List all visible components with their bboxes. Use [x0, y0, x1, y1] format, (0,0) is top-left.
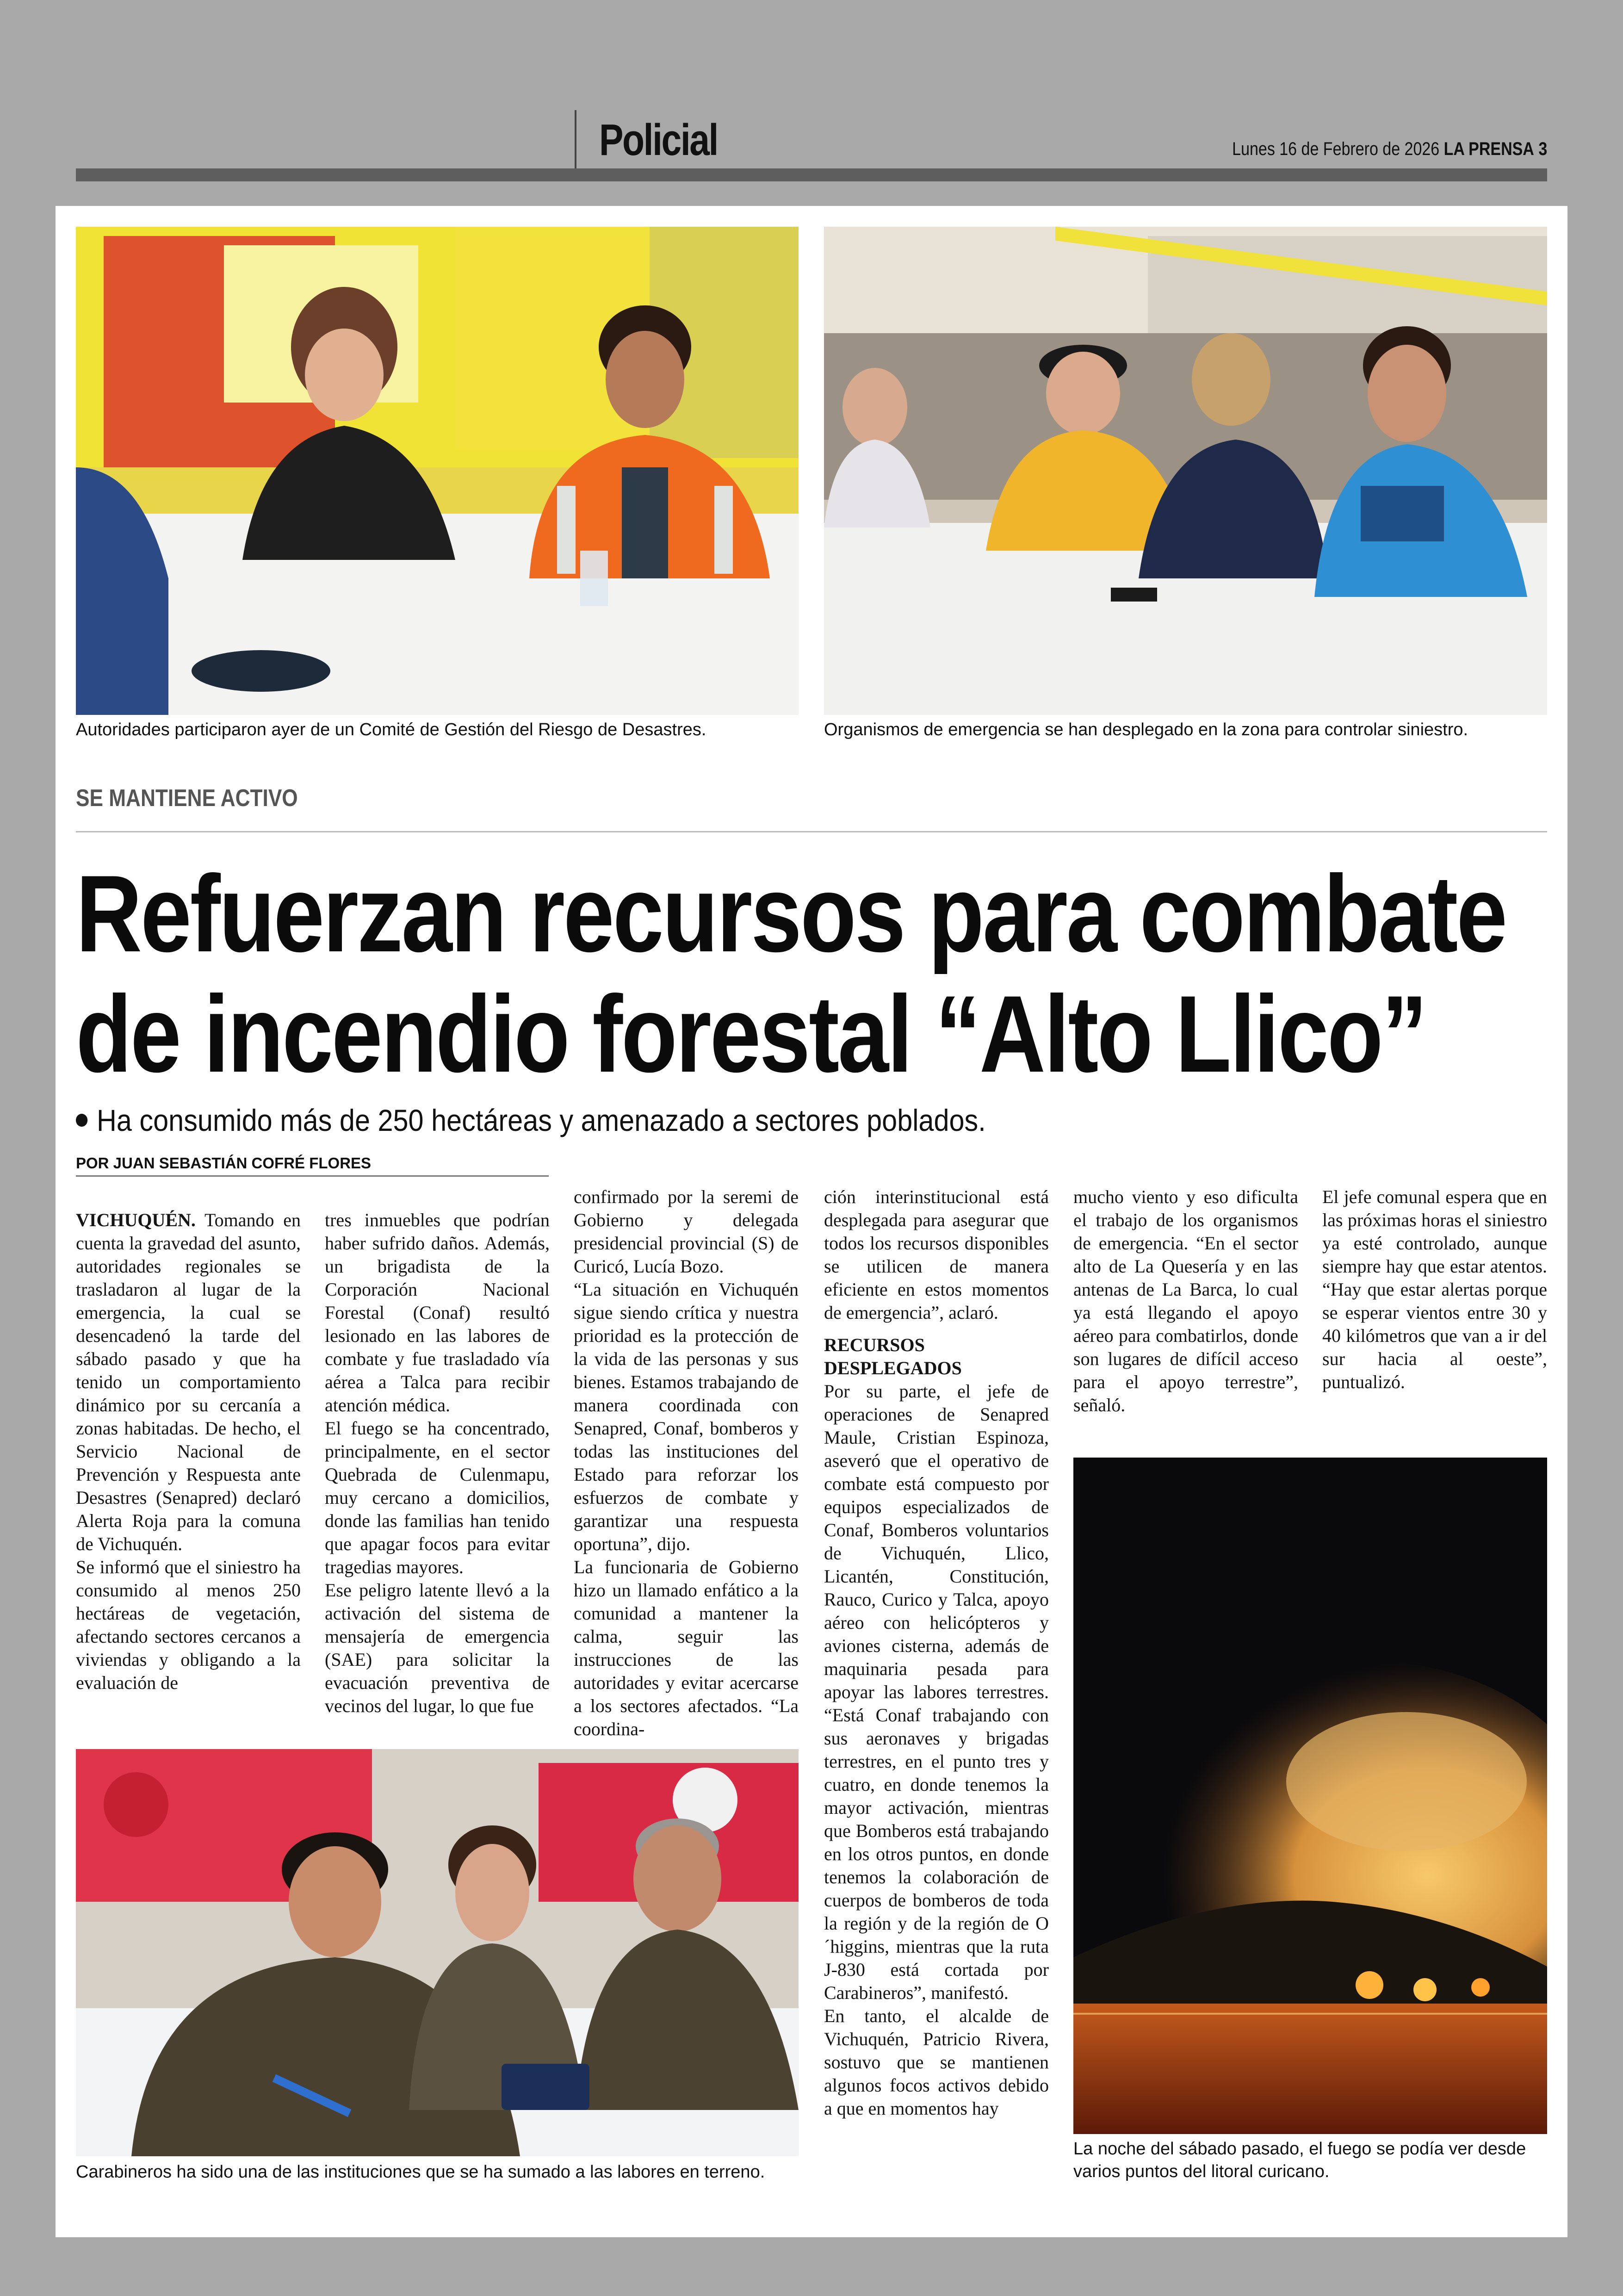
column-1-paragraph-2: Se informó que el siniestro ha consumido al menos 250 hectáreas de vegetación, afectando sectores cercanos a viviendas y obligando a la evaluación de [76, 1557, 301, 1693]
article-byline: POR JUAN SEBASTIÁN COFRÉ FLORES [76, 1154, 372, 1172]
column-4-paragraph-1: ción interinstitucional está desplegada para asegurar que todos los recursos disponibles se utilicen de manera eficiente en estos momentos de emergencia”, aclaró. [824, 1186, 1049, 1323]
dateline [1232, 139, 1547, 160]
article-column-3 [574, 1185, 799, 1741]
caption-bottom-right: La noche del sábado pasado, el fuego se podía ver desde varios puntos del litoral curicano. [1073, 2139, 1526, 2181]
headline-line-1: Refuerzan recursos para combate [76, 853, 1506, 975]
page-number: 3 [1538, 139, 1547, 159]
column-3-paragraph-3: La funcionaria de Gobierno hizo un llamado enfático a la comunidad a mantener la calma, seguir las instrucciones de las autoridades y evitar acercarse a los sectores afectados. “La coordina- [574, 1557, 799, 1739]
issue-date: Lunes 16 de Febrero de 2026 [1232, 139, 1439, 159]
column-3-paragraph-2: “La situación en Vichuquén sigue siendo crítica y nuestra prioridad es la protección de la vida de las personas y sus bienes. Estamos trabajando de manera coordinada con Senapred, Conaf, bomberos y todas las instituciones del Estado para reforzar los esfuerzos de combate y garantizar una respuesta oportuna”, dijo. [574, 1279, 799, 1554]
kicker-rule [76, 831, 1547, 832]
caption-top-right: Organismos de emergencia se han desplegado en la zona para controlar siniestro. [824, 720, 1468, 739]
carabineros-photo-illustration [76, 1749, 799, 2156]
caption-bottom-left: Carabineros ha sido una de las instituciones que se ha sumado a las labores en terreno. [76, 2162, 765, 2182]
photo-authorities-committee [76, 227, 799, 715]
column-4-subheading: RECURSOS DESPLEGADOS [824, 1334, 962, 1378]
photo-emergency-organizations [824, 227, 1547, 715]
article-column-6 [1322, 1185, 1547, 1394]
caption-top-left: Autoridades participaron ayer de un Comité de Gestión del Riesgo de Desastres. [76, 720, 706, 739]
article-deck [76, 1103, 986, 1138]
headline-line-2: de incendio forestal “Alto Llico” [76, 973, 1426, 1095]
article-column-5 [1073, 1185, 1298, 1417]
photo-night-fire [1073, 1458, 1547, 2134]
section-title: Policial [599, 115, 718, 165]
emergency-table-photo-illustration [824, 227, 1547, 715]
column-1-paragraph-1: Tomando en cuenta la gravedad del asunto, autoridades regionales se trasladaron al lugar de la emergencia, la cual se desencadenó la tarde del sábado pasado y que ha tenido un comportamiento dinámico por su cercanía a zonas habitadas. De hecho, el Servicio Nacional de Prevención y Respuesta ante Desastres (Senapred) declaró Alerta Roja para la comuna de Vichuquén. [76, 1210, 301, 1554]
header-rule [76, 168, 1547, 181]
bullet-icon [76, 1114, 87, 1127]
article-kicker: SE MANTIENE ACTIVO [76, 785, 298, 812]
deck-text: Ha consumido más de 250 hectáreas y amenazado a sectores poblados. [97, 1103, 986, 1137]
article-column-4 [824, 1185, 1049, 2120]
column-2-paragraph-3: Ese peligro latente llevó a la activación del sistema de mensajería de emergencia (SAE) para solicitar la evacuación preventiva de vecinos del lugar, lo que fue [325, 1580, 550, 1716]
column-3-paragraph-1: confirmado por la seremi de Gobierno y delegada presidencial provincial (S) de Curicó, Lucía Bozo. [574, 1186, 799, 1277]
byline-rule [76, 1175, 549, 1177]
article-headline [76, 854, 1514, 1094]
night-fire-photo-illustration [1073, 1458, 1547, 2134]
column-6-paragraph-1: El jefe comunal espera que en las próximas horas el siniestro ya esté controlado, aunque siempre hay que estar atentos. “Hay que estar alertas porque se esperar vientos entre 30 y 40 kilómetros que van a ir del sur hacia al oeste”, puntualizó. [1322, 1186, 1547, 1392]
column-2-paragraph-2: El fuego se ha concentrado, principalmente, en el sector Quebrada de Culenmapu, muy cercano a domicilios, donde las familias han tenido que apagar focos para evitar tragedias mayores. [325, 1418, 550, 1577]
column-4-paragraph-2: Por su parte, el jefe de operaciones de Senapred Maule, Cristian Espinoza, aseveró que el operativo de combate está compuesto por equipos especializados de Conaf, Bomberos voluntarios de Vichuquén, Llico, Licantén, Constitución, Rauco, Curico y Talca, apoyo aéreo con helicópteros y aviones cisterna, además de maquinaria pesada para apoyar las labores terrestres. “Está Conaf trabajando con sus aeronaves y brigadas terrestres, en el punto tres y cuatro, en donde tenemos la mayor activación, mientras que Bomberos está trabajando en los otros puntos, en donde tenemos la colaboración de cuerpos de bomberos de toda la región y de la región de O´higgins, mientras que la ruta J-830 está cortada por Carabineros”, manifestó. [824, 1381, 1049, 2003]
dateline-city: VICHUQUÉN. [76, 1210, 196, 1230]
header-divider [575, 110, 576, 169]
article-column-2 [325, 1209, 550, 1718]
publication-name: LA PRENSA [1443, 139, 1534, 159]
column-2-paragraph-1: tres inmuebles que podrían haber sufrido daños. Además, un brigadista de la Corporación Nacional Forestal (Conaf) resultó lesionado en las labores de combate y fue trasladado vía aérea a Talca para recibir atención médica. [325, 1210, 550, 1415]
column-4-paragraph-3: En tanto, el alcalde de Vichuquén, Patricio Rivera, sostuvo que se mantienen algunos focos activos debido a que en momentos hay [824, 2005, 1049, 2119]
column-5-paragraph-1: mucho viento y eso dificulta el trabajo de los organismos de emergencia. “En el sector alto de La Quesería y en las antenas de La Barca, lo cual ya está llegando el apoyo aéreo para combatirlos, donde son lugares de difícil acceso para el apoyo terrestre”, señaló. [1073, 1186, 1298, 1415]
photo-carabineros [76, 1749, 799, 2156]
article-column-1 [76, 1209, 301, 1694]
meeting-photo-illustration [76, 227, 799, 715]
